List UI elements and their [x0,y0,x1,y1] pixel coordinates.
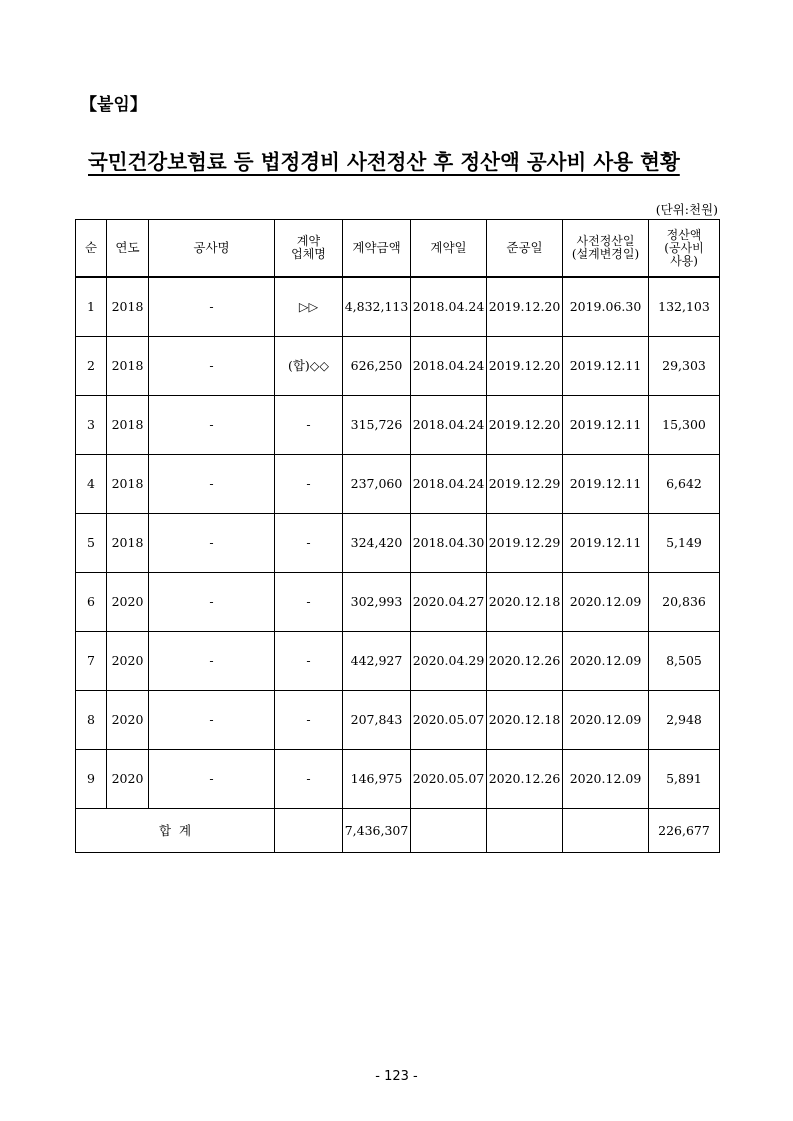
cell-project: - [149,277,275,337]
cell-settled: 132,103 [649,277,720,337]
cell-settled: 5,891 [649,750,720,809]
header-settle-line2: (설계변경일) [571,247,640,261]
cell-no: 6 [76,573,107,632]
cell-settled: 8,505 [649,632,720,691]
cell-project: - [149,691,275,750]
table-row [76,632,720,691]
cell-completion-date: 2020.12.18 [487,691,563,750]
cell-contract-date: 2018.04.24 [411,337,487,396]
cell-settled: 2,948 [649,691,720,750]
cell-amount: 302,993 [343,573,411,632]
cell-settle-date: 2019.06.30 [563,277,649,337]
header-settled [649,220,720,278]
total-amount: 7,436,307 [343,809,411,853]
cell-contractor: - [275,632,343,691]
table-row [76,573,720,632]
cell-no: 2 [76,337,107,396]
header-project: 공사명 [149,220,275,278]
header-settled-line2: (공사비 [664,240,704,255]
total-row [76,809,720,853]
cell-contract-date: 2020.05.07 [411,750,487,809]
cell-settled: 15,300 [649,396,720,455]
cell-project: - [149,396,275,455]
unit-note: (단위:천원) [655,202,718,217]
settlement-table [75,219,720,853]
cell-completion-date: 2019.12.20 [487,337,563,396]
cell-amount: 4,832,113 [343,277,411,337]
table-row [76,455,720,514]
header-contractor [275,220,343,278]
header-amount: 계약금액 [343,220,411,278]
cell-contractor: - [275,396,343,455]
cell-amount: 146,975 [343,750,411,809]
header-settle-date [563,220,649,278]
total-contractor-empty [275,809,343,853]
table-row [76,691,720,750]
page-number: - 123 - [375,1069,418,1084]
cell-contract-date: 2020.04.29 [411,632,487,691]
cell-no: 8 [76,691,107,750]
cell-project: - [149,750,275,809]
cell-year: 2020 [107,691,149,750]
cell-completion-date: 2020.12.26 [487,750,563,809]
total-label: 합 계 [76,809,275,853]
total-settle-date-empty [563,809,649,853]
header-contractor-line2: 업체명 [291,247,326,261]
total-settled: 226,677 [649,809,720,853]
cell-completion-date: 2019.12.29 [487,514,563,573]
cell-contract-date: 2018.04.30 [411,514,487,573]
cell-settled: 5,149 [649,514,720,573]
cell-no: 5 [76,514,107,573]
cell-year: 2018 [107,337,149,396]
cell-amount: 207,843 [343,691,411,750]
cell-contract-date: 2018.04.24 [411,396,487,455]
table-row [76,337,720,396]
cell-completion-date: 2020.12.18 [487,573,563,632]
cell-project: - [149,573,275,632]
cell-contractor: (합)◇◇ [275,337,343,396]
cell-contract-date: 2018.04.24 [411,277,487,337]
cell-no: 3 [76,396,107,455]
header-contractor-line1: 계약 [296,234,321,248]
cell-year: 2020 [107,573,149,632]
cell-amount: 442,927 [343,632,411,691]
cell-year: 2020 [107,750,149,809]
cell-amount: 324,420 [343,514,411,573]
cell-year: 2018 [107,455,149,514]
header-settle-line1: 사전정산일 [576,234,635,248]
cell-completion-date: 2020.12.26 [487,632,563,691]
cell-settled: 6,642 [649,455,720,514]
total-contract-date-empty [411,809,487,853]
cell-no: 9 [76,750,107,809]
cell-year: 2018 [107,396,149,455]
cell-project: - [149,514,275,573]
cell-settle-date: 2019.12.11 [563,396,649,455]
cell-contract-date: 2020.04.27 [411,573,487,632]
total-completion-date-empty [487,809,563,853]
cell-project: - [149,455,275,514]
header-no: 순 [76,220,107,278]
cell-amount: 315,726 [343,396,411,455]
cell-no: 7 [76,632,107,691]
cell-settle-date: 2020.12.09 [563,632,649,691]
attachment-label: 【붙임】 [80,95,147,115]
cell-contractor: - [275,691,343,750]
cell-contractor: ▷▷ [275,277,343,337]
cell-contractor: - [275,573,343,632]
cell-contract-date: 2020.05.07 [411,691,487,750]
cell-settle-date: 2020.12.09 [563,750,649,809]
table-header-row [76,220,720,278]
header-settled-line1: 정산액 [666,227,702,242]
header-contract-date: 계약일 [411,220,487,278]
cell-amount: 626,250 [343,337,411,396]
cell-year: 2018 [107,277,149,337]
cell-settled: 20,836 [649,573,720,632]
table-row [76,277,720,337]
header-completion-date: 준공일 [487,220,563,278]
cell-settle-date: 2019.12.11 [563,514,649,573]
cell-no: 1 [76,277,107,337]
cell-completion-date: 2019.12.20 [487,277,563,337]
cell-year: 2018 [107,514,149,573]
cell-no: 4 [76,455,107,514]
cell-contractor: - [275,455,343,514]
cell-settle-date: 2020.12.09 [563,691,649,750]
cell-contractor: - [275,750,343,809]
cell-project: - [149,632,275,691]
header-year: 연도 [107,220,149,278]
cell-contract-date: 2018.04.24 [411,455,487,514]
table-row [76,514,720,573]
table-row [76,750,720,809]
cell-amount: 237,060 [343,455,411,514]
cell-project: - [149,337,275,396]
cell-year: 2020 [107,632,149,691]
cell-contractor: - [275,514,343,573]
table-row [76,396,720,455]
cell-settle-date: 2019.12.11 [563,337,649,396]
cell-settle-date: 2019.12.11 [563,455,649,514]
cell-settle-date: 2020.12.09 [563,573,649,632]
header-settled-line3: 사용) [670,253,698,268]
cell-completion-date: 2019.12.29 [487,455,563,514]
cell-settled: 29,303 [649,337,720,396]
cell-completion-date: 2019.12.20 [487,396,563,455]
document-title: 국민건강보험료 등 법정경비 사전정산 후 정산액 공사비 사용 현황 [88,150,680,174]
